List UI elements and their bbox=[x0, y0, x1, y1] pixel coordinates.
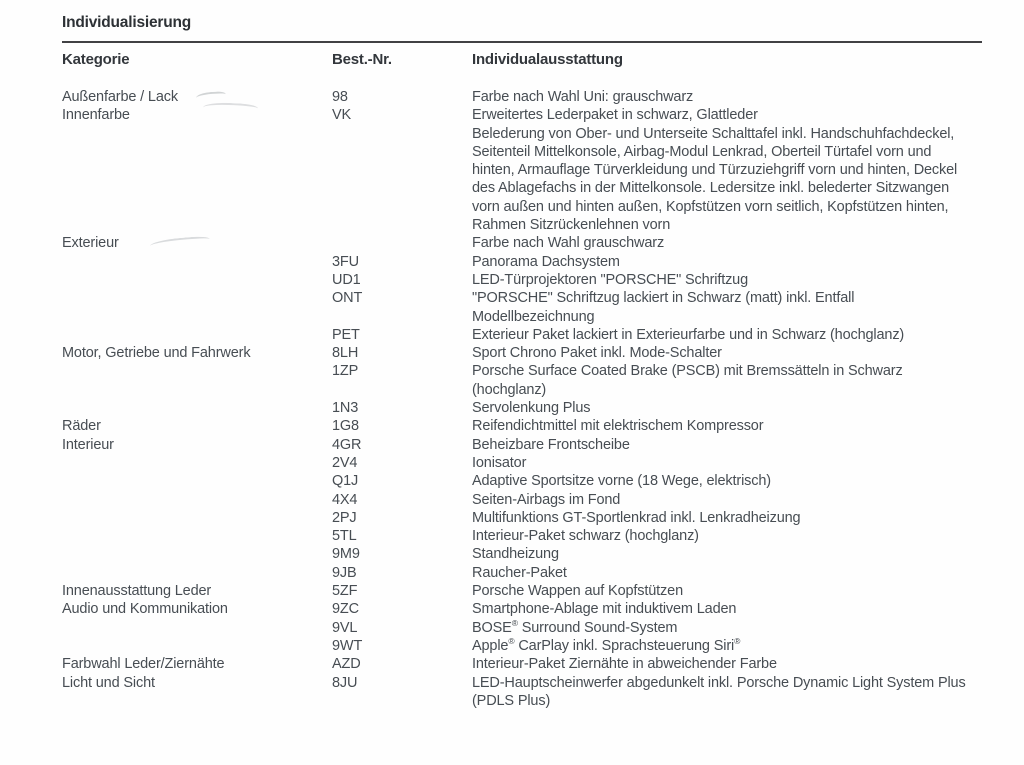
table-row bbox=[62, 234, 984, 252]
table-row bbox=[62, 289, 984, 326]
table-row bbox=[62, 527, 984, 545]
row-code: Q1J bbox=[332, 473, 359, 490]
row-description: BOSE® Surround Sound-System bbox=[472, 617, 678, 636]
row-description: Beheizbare Frontscheibe bbox=[472, 436, 630, 453]
row-code: PET bbox=[332, 326, 360, 343]
row-description: Smartphone-Ablage mit induktivem Laden bbox=[472, 601, 737, 618]
table-row bbox=[62, 88, 984, 106]
row-description: Raucher-Paket bbox=[472, 564, 567, 581]
row-category: Motor, Getriebe und Fahrwerk bbox=[62, 345, 251, 362]
row-description: Ionisator bbox=[472, 454, 527, 471]
table-row bbox=[62, 436, 984, 454]
table-row bbox=[62, 417, 984, 435]
table-body bbox=[62, 88, 984, 710]
table-row bbox=[62, 619, 984, 637]
row-description: Erweitertes Lederpaket in schwarz, Glattleder Belederung von Ober- und Unterseite Schalttafel inkl. Handschuhfachdeckel, Seitenteil Mittelkonsole, Airbag-Modul Lenkrad, Oberteil Türtafel vorn und hinten, Armauflage Türverkleidung und Türzuziehgriff vorn und hinten, Deckel des Ablagefachs in der Mittelkonsole. Ledersitze inkl. belederter Sitzwangen vorn außen und hinten außen, Kopfstützen vorn seitlich, Kopfstützen hinten, Rahmen Sitzrückenlehnen vorn bbox=[472, 107, 958, 234]
table-row bbox=[62, 362, 984, 399]
table-row bbox=[62, 600, 984, 618]
row-description: Sport Chrono Paket inkl. Mode-Schalter bbox=[472, 345, 722, 362]
row-code: 4X4 bbox=[332, 491, 358, 508]
table-row bbox=[62, 582, 984, 600]
row-code: 1N3 bbox=[332, 400, 359, 417]
table-row bbox=[62, 472, 984, 490]
row-description: Interieur-Paket Ziernähte in abweichender Farbe bbox=[472, 656, 777, 673]
row-category: Räder bbox=[62, 418, 101, 435]
row-description: Seiten-Airbags im Fond bbox=[472, 491, 621, 508]
row-code: 1G8 bbox=[332, 418, 359, 435]
row-description: Apple® CarPlay inkl. Sprachsteuerung Siri® bbox=[472, 636, 741, 654]
row-code: 9M9 bbox=[332, 546, 360, 563]
row-code: UD1 bbox=[332, 271, 361, 288]
table-row bbox=[62, 454, 984, 472]
row-description: Servolenkung Plus bbox=[472, 400, 591, 417]
table-row bbox=[62, 564, 984, 582]
row-description: Standheizung bbox=[472, 546, 559, 563]
header-rule bbox=[62, 41, 982, 43]
table-row bbox=[62, 399, 984, 417]
row-category: Außenfarbe / Lack bbox=[62, 89, 178, 105]
row-code: 9ZC bbox=[332, 601, 359, 618]
row-code: AZD bbox=[332, 656, 361, 673]
page-title: Individualisierung bbox=[62, 14, 192, 31]
row-code: 1ZP bbox=[332, 363, 359, 380]
row-description: Porsche Wappen auf Kopfstützen bbox=[472, 583, 683, 600]
row-code: 5ZF bbox=[332, 583, 358, 600]
row-description: Exterieur Paket lackiert in Exterieurfarbe und in Schwarz (hochglanz) bbox=[472, 326, 905, 343]
row-code: 3FU bbox=[332, 253, 359, 270]
row-description: Reifendichtmittel mit elektrischem Kompressor bbox=[472, 418, 764, 435]
row-code: 98 bbox=[332, 89, 348, 105]
row-category: Innenfarbe bbox=[62, 107, 130, 124]
row-description: Farbe nach Wahl grauschwarz bbox=[472, 235, 665, 252]
table-row bbox=[62, 637, 984, 655]
column-header-category: Kategorie bbox=[62, 51, 130, 68]
table-row bbox=[62, 491, 984, 509]
row-code: 2V4 bbox=[332, 454, 358, 471]
table-row bbox=[62, 106, 984, 234]
row-description: Farbe nach Wahl Uni: grauschwarz bbox=[472, 89, 694, 105]
row-description: "PORSCHE" Schriftzug lackiert in Schwarz (matt) inkl. Entfall Modellbezeichnung bbox=[472, 290, 855, 325]
table-row bbox=[62, 655, 984, 673]
row-category: Licht und Sicht bbox=[62, 674, 155, 691]
row-category: Audio und Kommunikation bbox=[62, 601, 228, 618]
table-row bbox=[62, 674, 984, 711]
table-row bbox=[62, 344, 984, 362]
row-description: Multifunktions GT-Sportlenkrad inkl. Lenkradheizung bbox=[472, 509, 801, 526]
row-description: LED-Hauptscheinwerfer abgedunkelt inkl. Porsche Dynamic Light System Plus (PDLS Plus) bbox=[472, 674, 966, 709]
table-row bbox=[62, 253, 984, 271]
table-row bbox=[62, 326, 984, 344]
row-code: 9VL bbox=[332, 619, 358, 636]
row-code: 5TL bbox=[332, 528, 357, 545]
table-row bbox=[62, 271, 984, 289]
row-code: 4GR bbox=[332, 436, 362, 453]
row-category: Exterieur bbox=[62, 235, 119, 252]
row-code: 8LH bbox=[332, 345, 359, 362]
row-code: 8JU bbox=[332, 674, 358, 691]
column-header-order-number: Best.-Nr. bbox=[332, 51, 392, 68]
row-description: Adaptive Sportsitze vorne (18 Wege, elektrisch) bbox=[472, 473, 771, 490]
row-code: 9WT bbox=[332, 637, 363, 654]
column-header-equipment: Individualausstattung bbox=[472, 51, 623, 68]
table-header-row bbox=[62, 51, 984, 69]
row-code: ONT bbox=[332, 290, 363, 307]
table-row bbox=[62, 509, 984, 527]
row-category: Interieur bbox=[62, 436, 114, 453]
row-description: Porsche Surface Coated Brake (PSCB) mit Bremssätteln in Schwarz (hochglanz) bbox=[472, 363, 903, 398]
row-category: Innenausstattung Leder bbox=[62, 583, 212, 600]
row-category: Farbwahl Leder/Ziernähte bbox=[62, 656, 225, 673]
row-description: Interieur-Paket schwarz (hochglanz) bbox=[472, 528, 699, 545]
table-row bbox=[62, 545, 984, 563]
row-description: Panorama Dachsystem bbox=[472, 253, 620, 270]
row-code: 2PJ bbox=[332, 509, 357, 526]
row-description: LED-Türprojektoren "PORSCHE" Schriftzug bbox=[472, 271, 749, 288]
row-code: VK bbox=[332, 107, 352, 124]
row-code: 9JB bbox=[332, 564, 357, 581]
